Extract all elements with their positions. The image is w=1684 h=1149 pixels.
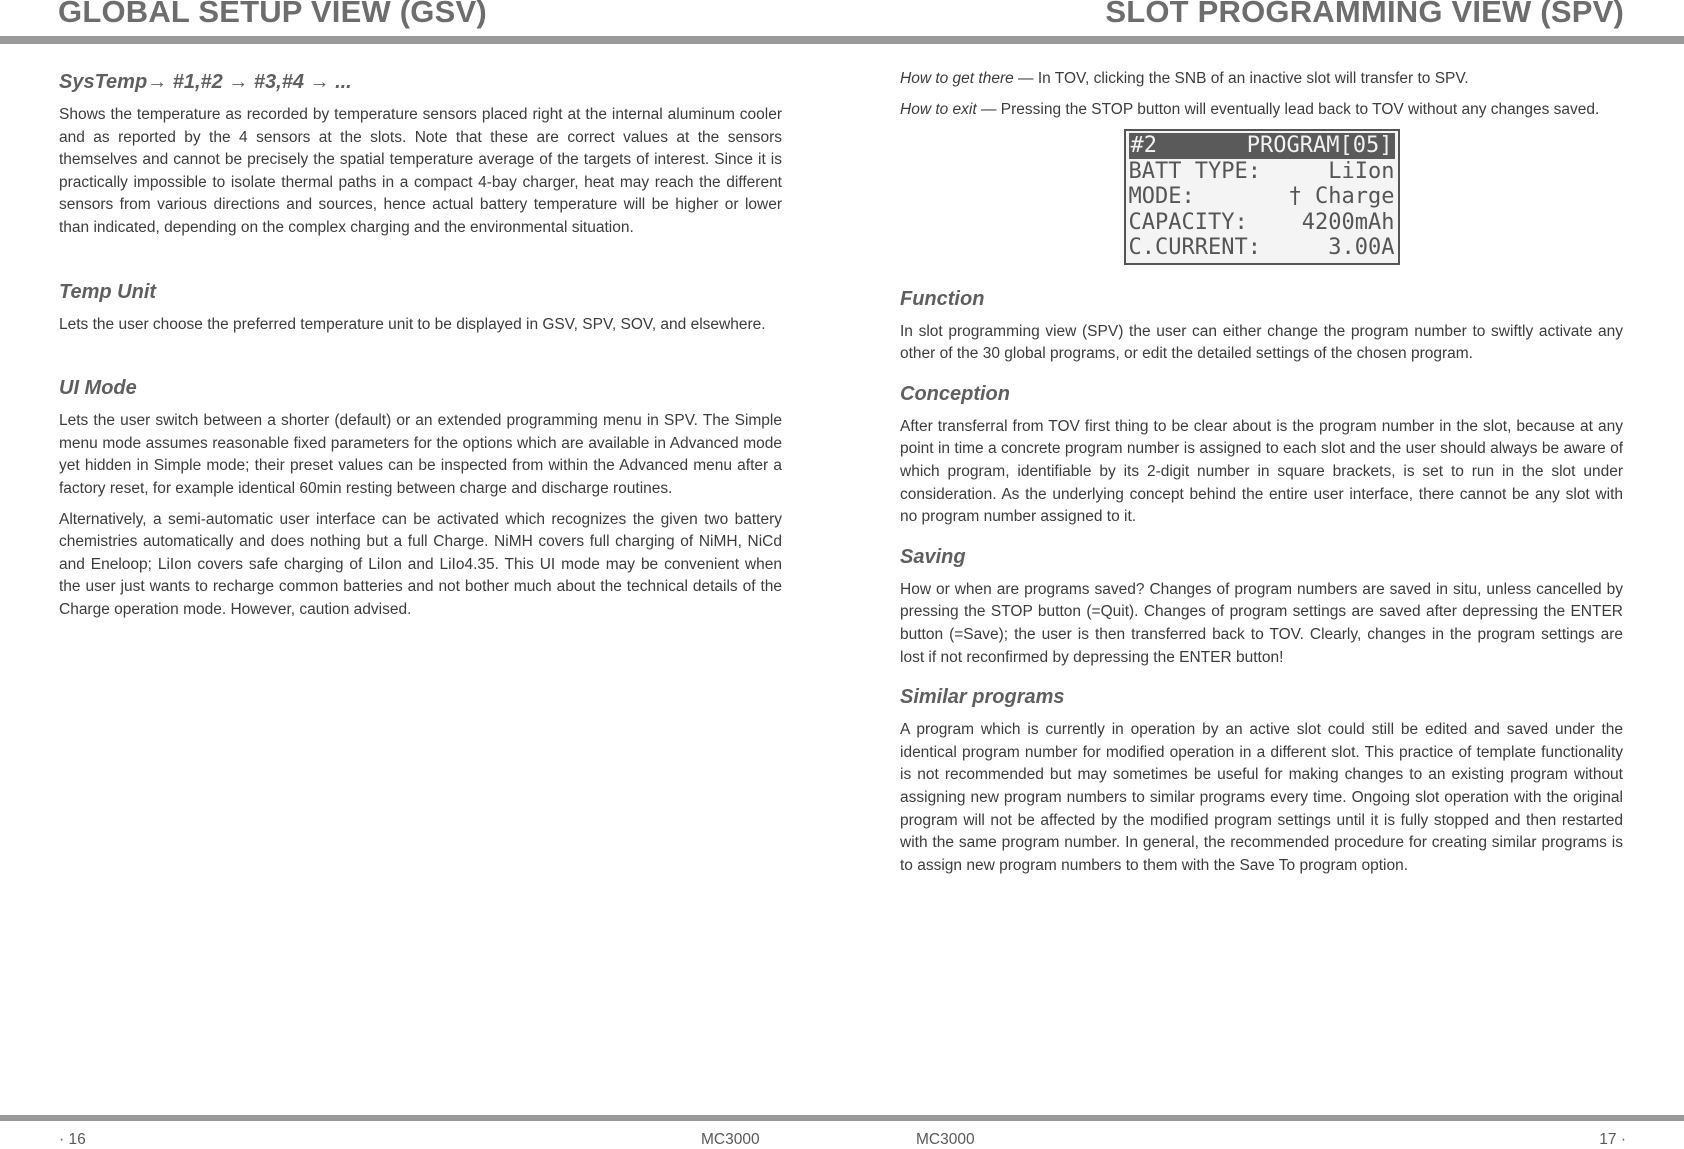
- similar-programs-section: [900, 683, 1623, 877]
- similar-programs-body: A program which is currently in operation by an active slot could still be edited and saved under the identical program number for modified operation in a different slot. This practice of template functionality is not recommended but may sometimes be useful for making changes to an existing program without assigning new program numbers to similar programs every time. Ongoing slot operation with the original program will not be affected by the modified program settings until it is fully stopped and then restarted with the same program number. In general, the recommended procedure for creating similar programs is to assign new program numbers to them with the Save To program option.: [900, 721, 1623, 874]
- ui-mode-section: [59, 374, 782, 621]
- lcd-current-row: [1129, 235, 1395, 261]
- saving-body: How or when are programs saved? Changes of program numbers are saved in situ, unless cancelled by pressing the STOP button (=Quit). Changes of program settings are saved after depressing the ENTER button (=Save); the user is then transferred back to TOV. Clearly, changes in the program settings are lost if not reconfirmed by depressing the ENTER button!: [900, 580, 1623, 666]
- lcd-capacity-row: [1129, 210, 1395, 236]
- systemp-body: Shows the temperature as recorded by temperature sensors placed right at the internal aluminum cooler and as reported by the 4 sensors at the slots. Note that these are correct values at the sensors themselves and cannot be precisely the spatial temperature average of the targets of interest. Since it is practically impossible to isolate thermal paths in a compact 4-bay charger, heat may reach the different sensors from various directions and sources, hence actual battery temperature will be higher or lower than indicated, depending on the complex charging and the environmental situation.: [59, 106, 782, 236]
- lcd-mode-row: [1129, 184, 1395, 210]
- how-to-exit: [900, 99, 1623, 122]
- lcd-mode-label: MODE:: [1128, 184, 1195, 210]
- lcd-screen: [1124, 129, 1400, 265]
- right-footer-brand: MC3000: [916, 1131, 975, 1148]
- lcd-batt-type-label: BATT TYPE:: [1128, 158, 1261, 184]
- how-to-exit-text: — Pressing the STOP button will eventually lead back to TOV without any changes saved.: [976, 100, 1600, 118]
- lcd-batt-type-row: [1129, 159, 1395, 185]
- right-page-number: 17 ·: [1599, 1131, 1626, 1148]
- left-page-column: [59, 68, 782, 630]
- header-divider: [0, 36, 1684, 44]
- similar-programs-heading: Similar programs: [900, 686, 1065, 709]
- lcd-slot-number: #2: [1130, 133, 1157, 159]
- lcd-program-number: PROGRAM[05]: [1246, 133, 1393, 159]
- lcd-batt-type-value: LiIon: [1328, 158, 1395, 184]
- how-to-exit-label: How to exit: [900, 100, 977, 118]
- lcd-current-label: C.CURRENT:: [1128, 235, 1261, 261]
- function-heading: Function: [900, 287, 985, 310]
- function-body: In slot programming view (SPV) the user can either change the program number to swiftly activate any other of the 30 global programs, or edit the detailed settings of the chosen program.: [900, 322, 1623, 363]
- left-footer-brand: MC3000: [701, 1131, 760, 1148]
- ui-mode-body-2: Alternatively, a semi-automatic user interface can be activated which recognizes the given two battery chemistries automatically and does nothing but a full Charge. NiMH covers full charging of NiMH, NiCd and Eneloop; LiIon covers safe charging of LiIon and LiIo4.35. This UI mode may be convenient when the user just wants to recharge common batteries and not bother much about the technical details of the Charge operation mode. However, caution advised.: [59, 510, 782, 618]
- lcd-current-value: 3.00A: [1328, 235, 1395, 261]
- conception-body: After transferral from TOV first thing to be clear about is the program number in the slot, because at any point in time a concrete program number is assigned to each slot and the user should always be aware of which program, identifiable by its 2-digit number in square brackets, is set to run in the slot under consideration. As the underlying concept behind the entire user interface, there cannot be any slot with no program number assigned to it.: [900, 417, 1623, 526]
- ui-mode-heading: UI Mode: [59, 377, 137, 400]
- lcd-mode-value: † Charge: [1288, 184, 1395, 210]
- how-to-get-there: [900, 68, 1623, 91]
- systemp-heading: SysTemp→ #1,#2 → #3,#4 → ...: [59, 71, 352, 93]
- temp-unit-section: [59, 278, 782, 337]
- systemp-section: [59, 68, 782, 240]
- temp-unit-heading: Temp Unit: [59, 280, 157, 303]
- temp-unit-body: Lets the user choose the preferred temperature unit to be displayed in GSV, SPV, SOV, and elsewhere.: [59, 315, 766, 333]
- lcd-capacity-label: CAPACITY:: [1128, 209, 1248, 235]
- right-page-column: [900, 68, 1623, 885]
- lcd-capacity-value: 4200mAh: [1301, 209, 1395, 235]
- left-page-title: GLOBAL SETUP VIEW (GSV): [58, 0, 487, 29]
- right-page-title: SLOT PROGRAMMING VIEW (SPV): [1105, 0, 1624, 29]
- conception-section: [900, 380, 1623, 529]
- function-section: [900, 285, 1623, 366]
- conception-heading: Conception: [900, 382, 1010, 405]
- saving-section: [900, 543, 1623, 669]
- how-to-get-there-label: How to get there: [900, 70, 1014, 87]
- left-page-number: · 16: [59, 1131, 86, 1148]
- lcd-figure: [900, 129, 1623, 265]
- how-to-get-there-text: — In TOV, clicking the SNB of an inactive slot will transfer to SPV.: [1013, 70, 1469, 87]
- saving-heading: Saving: [900, 545, 966, 568]
- lcd-header-row: [1129, 133, 1395, 159]
- ui-mode-body-1: Lets the user switch between a shorter (default) or an extended programming menu in SPV. The Simple menu mode assumes reasonable fixed parameters for the options which are available in Advanced mode yet hidden in Simple mode; their preset values can be inspected from within the Advanced menu after a factory reset, for example identical 60min resting between charge and discharge routines.: [59, 412, 782, 497]
- footer-divider: [0, 1115, 1684, 1121]
